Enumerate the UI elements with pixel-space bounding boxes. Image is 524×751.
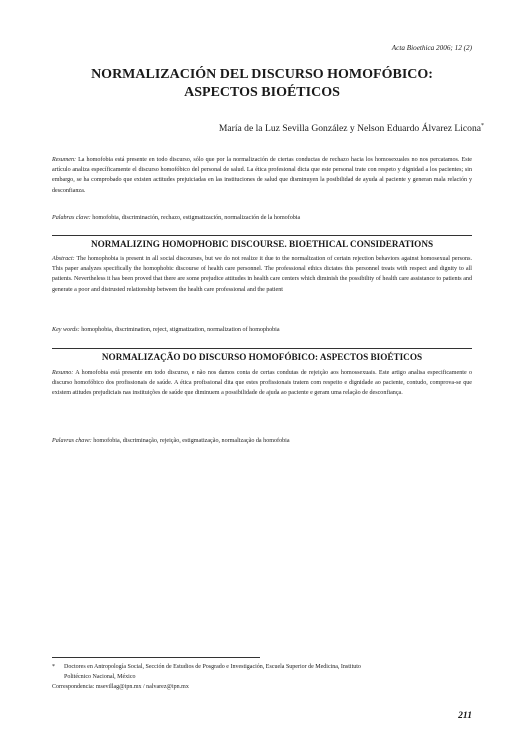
keywords-pt	[52, 436, 472, 446]
footnote-divider	[52, 657, 260, 658]
keywords-en	[52, 325, 472, 335]
abstract-pt	[52, 368, 472, 399]
abstract-es-text: La homofobia está presente en todo discurso, sólo que por la normalización de ciertas conductas de rechazo hacia los homosexuales no nos percatamos. Este artículo analiza específicamente el discurso homofóbico del personal de salud. La ética profesional dicta que este personal trate con respeto y dignidad a los pacientes; sin embargo, se ha comprobado que existen actitudes prejuiciadas en las instituciones de salud que disminuyen la posibilidad de ayuda al paciente y generan mala relación y desconfianza.	[52, 157, 472, 194]
abstract-en-lead: Abstract:	[52, 256, 75, 262]
footnote-correspondence: Correspondencia: msevillag@ipn.mx / nalvarez@ipn.mx	[52, 684, 189, 690]
keywords-es-text: homofobia, discriminación, rechazo, estigmatización, normalización de la homofobia	[90, 215, 301, 221]
section-heading-pt: NORMALIZAÇÃO DO DISCURSO HOMOFÓBICO: ASPECTOS BIOÉTICOS	[52, 348, 472, 363]
author-names: María de la Luz Sevilla González y Nelson Eduardo Álvarez Licona	[218, 123, 481, 135]
footnote	[52, 662, 472, 692]
abstract-pt-lead: Resumo:	[52, 370, 74, 376]
keywords-es-lead: Palabras clave:	[52, 215, 91, 221]
page-number: 211	[458, 710, 472, 721]
keywords-pt-text: homofobia, discriminação, rejeição, estigmatização, normalização da homofobia	[91, 438, 290, 444]
keywords-en-text: homophobia, discrimination, reject, stigmatization, normalization of homophobia	[79, 327, 280, 333]
article-title	[40, 66, 484, 102]
abstract-es-lead: Resumen:	[52, 157, 77, 163]
running-head: Acta Bioethica 2006; 12 (2)	[391, 44, 472, 52]
keywords-pt-lead: Palavras chave:	[52, 438, 92, 444]
footnote-affiliation-text-1: Doctores en Antropología Social, Sección de Estudios de Posgrado e Investigación, Escuela Superior de Medicina, Instituto	[64, 664, 361, 670]
keywords-es	[52, 213, 472, 223]
footnote-affiliation-line-1	[52, 662, 472, 672]
author-footnote-mark: *	[481, 123, 484, 129]
title-line-1: NORMALIZACIÓN DEL DISCURSO HOMOFÓBICO:	[91, 67, 433, 82]
abstract-pt-text: A homofobia está presente em todo discurso, e não nos damos conta de certas condutas de rejeição aos homossexuais. Este artigo analisa especificamente o discurso homofóbico dos profissionais de saúde. A ética profissional dita que estes profissionais tratem com respeito e dignidade ao paciente, contudo, comprova-se que existem atitudes prejudiciais nas instituições de saúde que diminuem a possibilidade de ajuda ao paciente e geram uma relação de desconfiança.	[52, 370, 472, 397]
section-heading-en: NORMALIZING HOMOPHOBIC DISCOURSE. BIOETHICAL CONSIDERATIONS	[52, 235, 472, 250]
footnote-affiliation-line-2: Politécnico Nacional, México	[64, 674, 136, 680]
abstract-es	[52, 155, 472, 196]
title-line-2: ASPECTOS BIOÉTICOS	[184, 85, 340, 100]
author-line	[40, 123, 484, 134]
abstract-en	[52, 254, 472, 295]
keywords-en-lead: Key words:	[52, 327, 80, 333]
abstract-en-text: The homophobia is present in all social discourses, but we do not realize it due to the normalization of certain rejection behaviors against homosexual persons. This paper analyzes specifically the homophobic discourse of health care personnel. The professional ethics dictates this personnel treats with respect and dignity to all patients. Nevertheless it has been proved that there are some prejudice attitudes in health care centers which diminish the possibility of health care assistance to patients and generate a poor and distrusted relationship between the health care professional and the patient	[52, 256, 472, 293]
footnote-mark: *	[52, 664, 55, 670]
